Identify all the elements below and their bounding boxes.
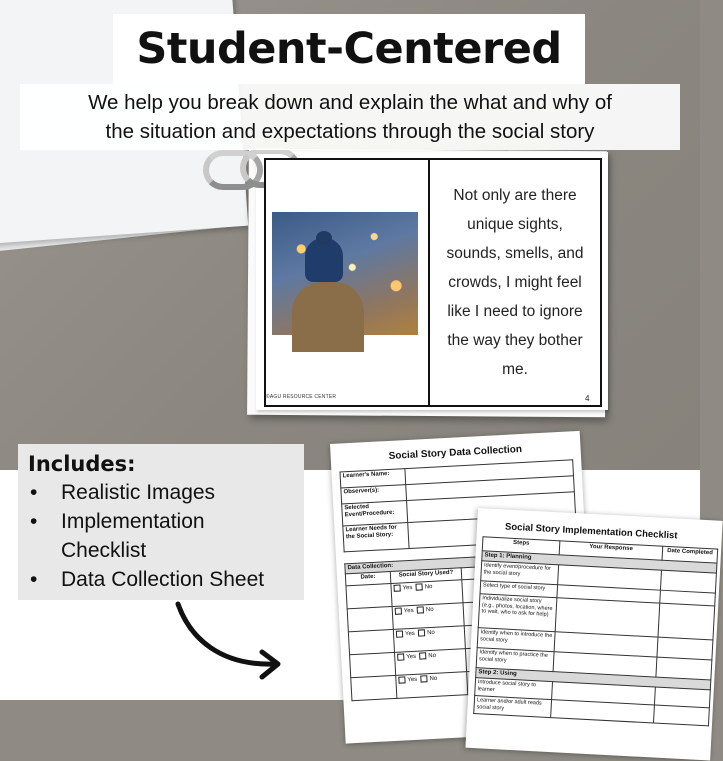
checklist-row: Learner and/or adult reads social story: [474, 696, 552, 718]
section-label: Data Collection:: [345, 552, 578, 574]
story-photo: [272, 212, 418, 335]
story-line: sounds, smells, and: [446, 245, 584, 262]
story-text: [436, 181, 594, 384]
field-label: Selected Event/Procedure:: [342, 501, 408, 526]
checklist-row: Individualize social story (e.g., photos, location, where to wait, who to ask for help): [478, 594, 557, 632]
step-header: Step 2: Using: [476, 668, 711, 690]
checklist-row: Identify when to introduce the social story: [477, 628, 555, 652]
column-header: Date Completed: [662, 546, 718, 563]
story-line: like I need to ignore: [447, 303, 583, 320]
card-credit: ©AGU RESOURCE CENTER: [266, 394, 337, 400]
checklist-row: Introduce social story to learner: [475, 678, 553, 700]
subtitle-banner: [20, 84, 680, 150]
field-label: Observer(s):: [341, 485, 407, 504]
yes-no-checkboxes: Yes No: [391, 580, 463, 607]
includes-title: Includes:: [28, 452, 136, 476]
yes-no-checkboxes: Yes No: [396, 672, 468, 699]
column-header: Steps: [482, 537, 560, 555]
yes-no-checkboxes: Yes No: [394, 649, 466, 676]
implementation-checklist-sheet: [465, 508, 722, 760]
checklist-row: Select type of social story: [480, 581, 558, 598]
field-label: Learner's Name:: [340, 469, 406, 488]
curved-arrow-icon: [170, 598, 290, 688]
bullet-icon: •: [30, 568, 38, 591]
checklist-table: [473, 536, 718, 726]
subtitle-line: the situation and expectations through the social story: [105, 120, 595, 143]
story-line: unique sights,: [467, 216, 563, 233]
step-header: Step 1: Planning: [482, 551, 717, 573]
includes-item-label: Implementation: [61, 510, 205, 533]
page-title: Student-Centered: [136, 24, 562, 74]
sheet-title: Social Story Data Collection: [388, 443, 523, 462]
checklist-row: Identify event/procedure for the social story: [481, 561, 559, 585]
column-header: Date:: [345, 572, 391, 586]
field-label: Learner Needs for the Social Story:: [343, 523, 409, 552]
title-banner: [113, 14, 585, 84]
includes-item-label: Data Collection Sheet: [61, 568, 265, 591]
sheet-title: Social Story Implementation Checklist: [504, 521, 678, 542]
bullet-icon: •: [30, 510, 38, 533]
person-pompom-shape: [316, 231, 332, 245]
story-line: the way they bother: [447, 332, 583, 349]
column-header: Social Story Used?: [390, 568, 462, 584]
story-line: Not only are there: [453, 187, 577, 204]
story-line: me.: [502, 361, 528, 378]
person-coat-shape: [292, 282, 364, 352]
column-header: Your Response: [559, 541, 663, 560]
yes-no-checkboxes: Yes No: [393, 626, 465, 653]
yes-no-checkboxes: Yes No: [392, 603, 464, 630]
includes-item-label: Checklist: [61, 539, 147, 562]
card-page-number: 4: [585, 394, 590, 403]
checklist-row: Identify when to practice the social story: [476, 648, 554, 672]
story-line: crowds, I might feel: [448, 274, 582, 291]
subtitle-line: We help you break down and explain the what and why of: [88, 91, 612, 114]
card-text-panel: [428, 158, 602, 407]
bullet-icon: •: [30, 481, 38, 504]
includes-item-label: Realistic Images: [61, 481, 216, 504]
